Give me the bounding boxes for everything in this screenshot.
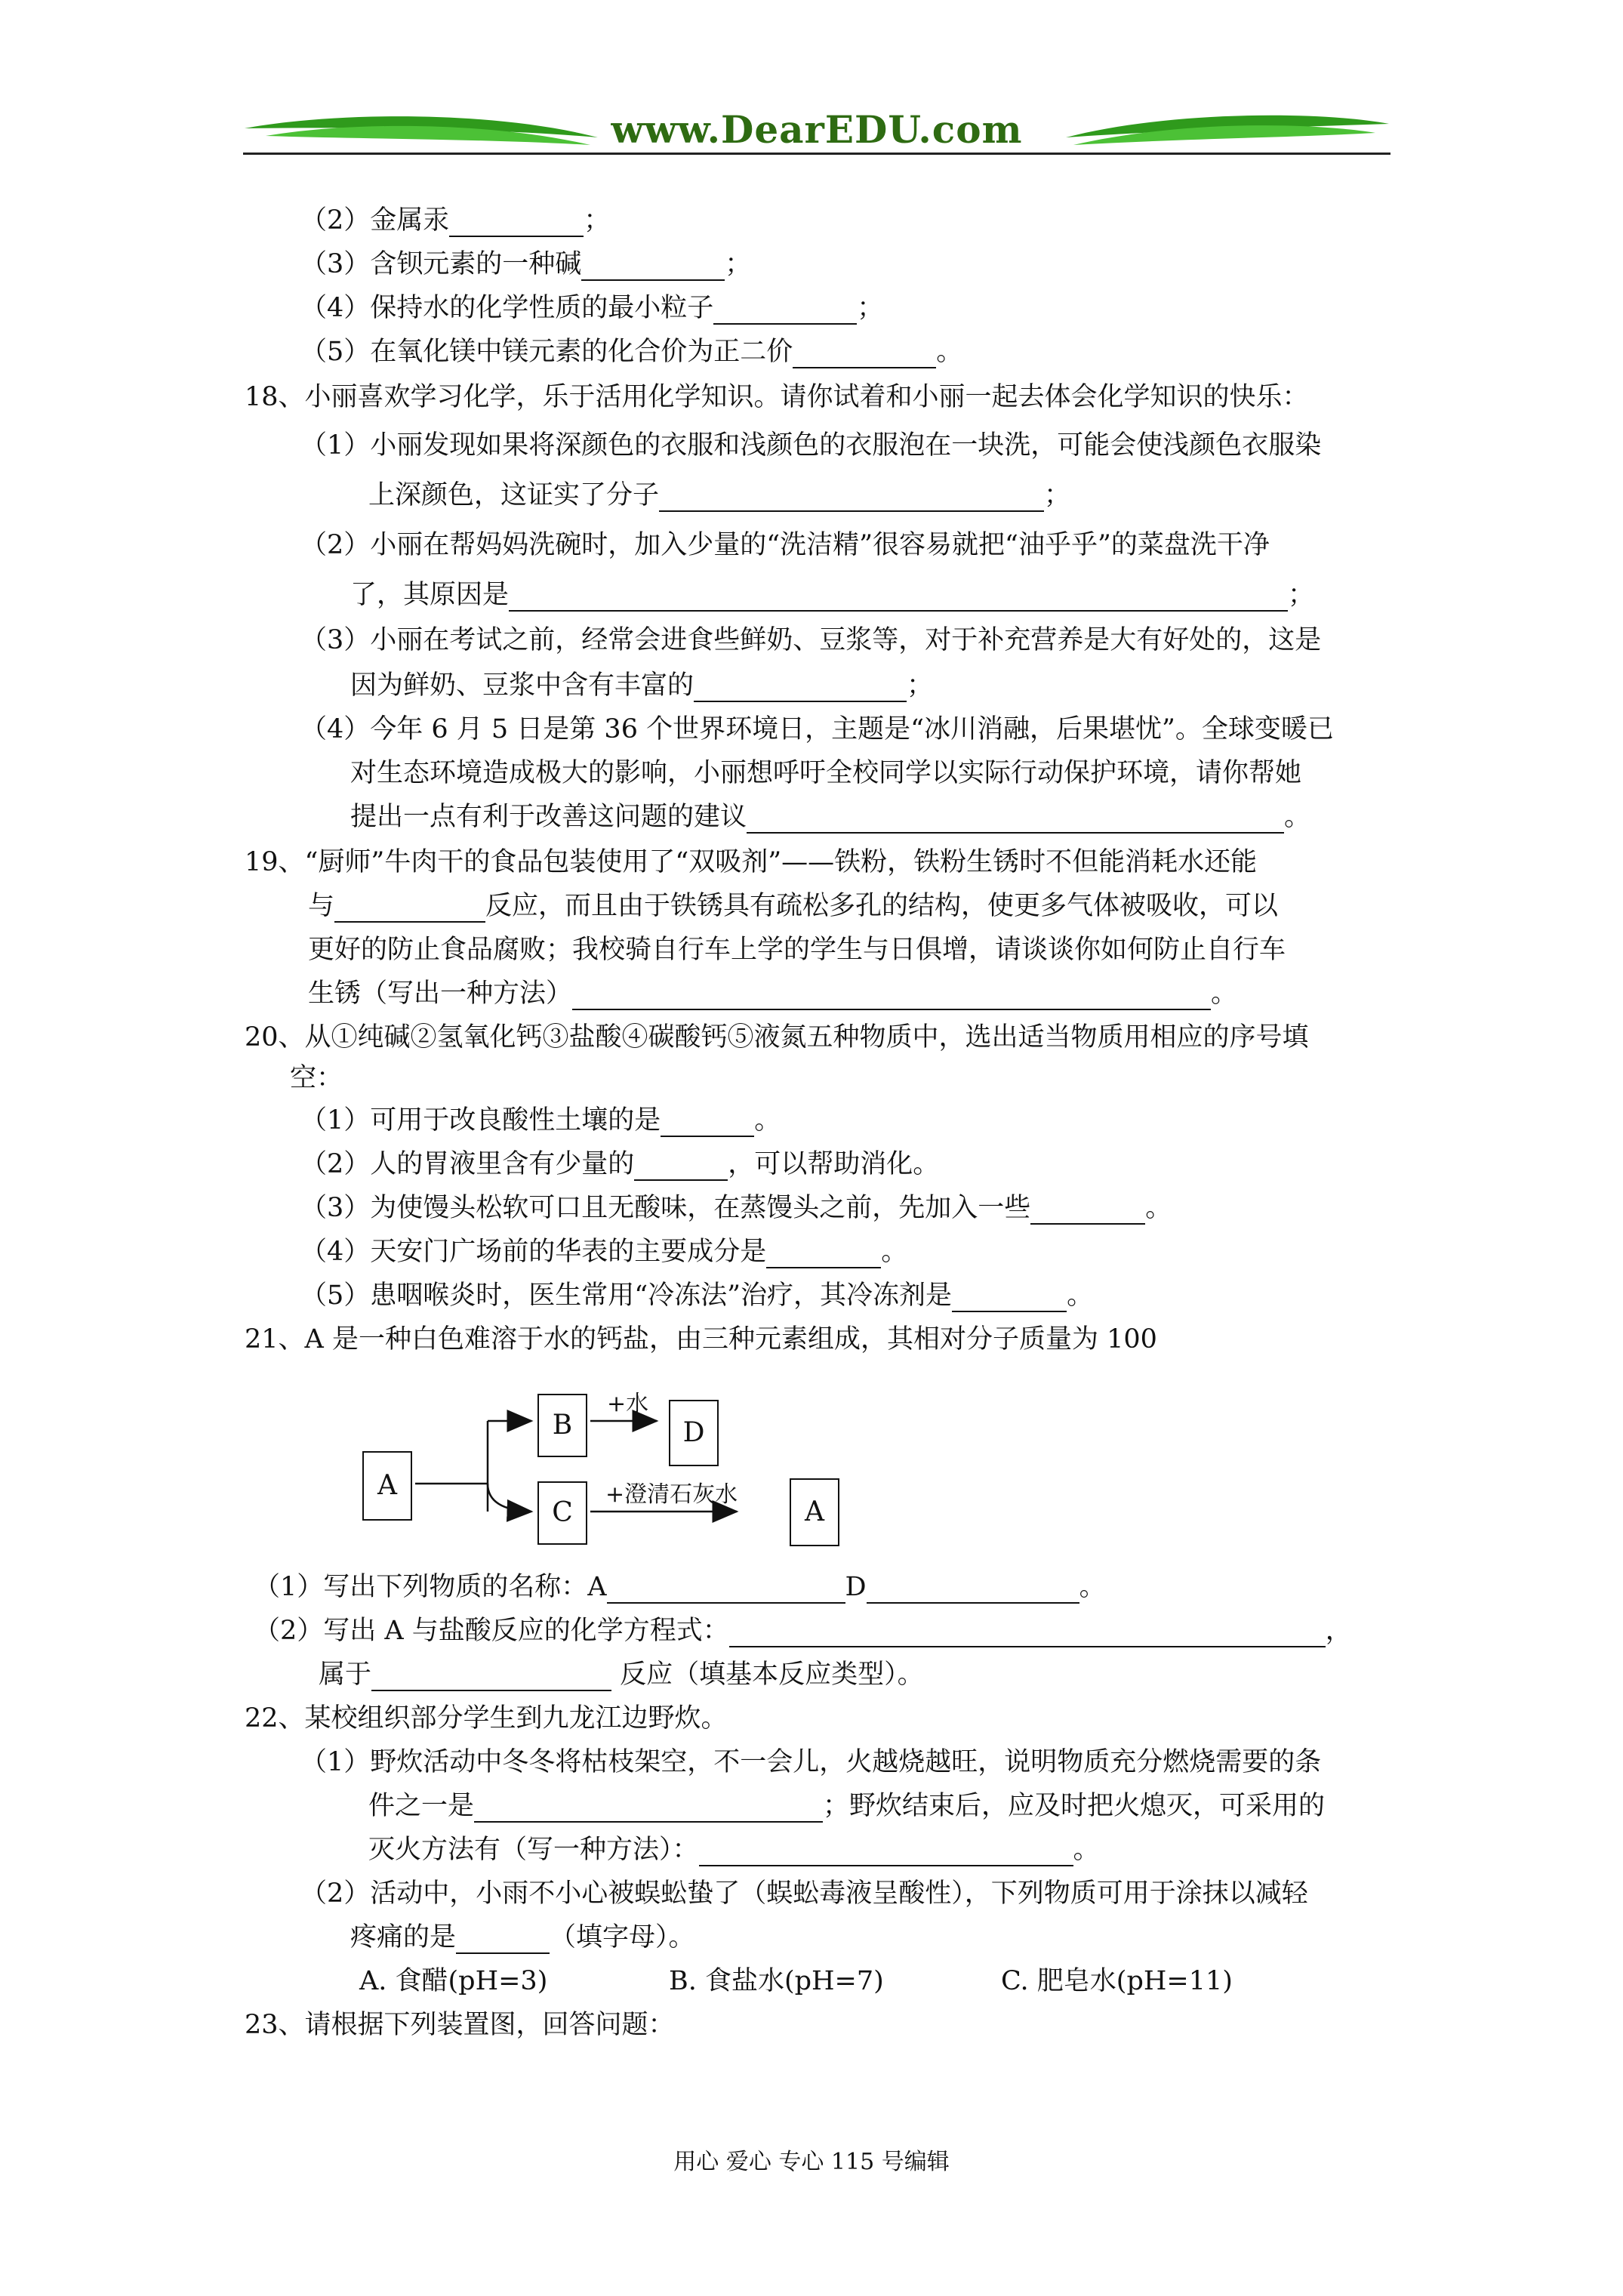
q17-item-3: （3）含钡元素的一种碱 ； bbox=[300, 249, 752, 279]
reaction-diagram bbox=[355, 1389, 853, 1563]
q20-item-4: （4）天安门广场前的华表的主要成分是 。 bbox=[300, 1237, 908, 1267]
header-rule bbox=[243, 153, 1390, 155]
q20-item-3: （3）为使馒头松软可口且无酸味，在蒸馒头之前，先加入一些 。 bbox=[300, 1193, 1172, 1223]
q22-part1-line2: 件之一是 ；野炊结束后，应及时把火熄灭，可采用的 bbox=[368, 1791, 1326, 1821]
page-footer: 用心 爱心 专心 115 号编辑 bbox=[673, 2149, 950, 2175]
q18-part1-line2: 上深颜色，这证实了分子 ； bbox=[368, 480, 1071, 510]
q17-item-5: （5）在氧化镁中镁元素的化合价为正二价 。 bbox=[300, 337, 963, 367]
q18-part2-line2: 了，其原因是 ； bbox=[350, 580, 1315, 610]
q22-part2-line1: （2）活动中，小雨不小心被蜈蚣蛰了（蜈蚣毒液呈酸性），下列物质可用于涂抹以减轻 bbox=[300, 1878, 1308, 1909]
q18-part3-line2: 因为鲜奶、豆浆中含有丰富的 ； bbox=[350, 670, 934, 701]
q21-part2-type: 属于 反应（填基本反应类型）。 bbox=[319, 1660, 924, 1690]
q21-part1: （1）写出下列物质的名称：A D 。 bbox=[254, 1572, 1106, 1602]
q20-line2: 空： bbox=[290, 1063, 343, 1093]
q20-item-1: （1）可用于改良酸性土壤的是 。 bbox=[300, 1105, 781, 1136]
q20-line1: 20、从①纯碱②氢氧化钙③盐酸④碳酸钙⑤液氮五种物质中，选出适当物质用相应的序号填 bbox=[245, 1022, 1309, 1052]
label-add-water: +水 bbox=[607, 1391, 649, 1417]
q18-part2-line1: （2）小丽在帮妈妈洗碗时，加入少量的“洗洁精”很容易就把“油乎乎”的菜盘洗干净 bbox=[300, 530, 1270, 560]
q22-part2-line2: 疼痛的是 （填字母）。 bbox=[350, 1922, 695, 1952]
node-c: C bbox=[537, 1481, 587, 1545]
q18-part4-line2: 对生态环境造成极大的影响，小丽想呼吁全校同学以实际行动保护环境，请你帮她 bbox=[350, 758, 1302, 788]
q19-line3: 更好的防止食品腐败；我校骑自行车上学的学生与日俱增，请谈谈你如何防止自行车 bbox=[308, 935, 1286, 965]
option-a: A. 食醋(pH=3) bbox=[359, 1966, 548, 1996]
q20-item-5: （5）患咽喉炎时，医生常用“冷冻法”治疗，其冷冻剂是 。 bbox=[300, 1281, 1094, 1311]
header-banner bbox=[243, 106, 1390, 166]
option-b: B. 食盐水(pH=7) bbox=[669, 1966, 884, 1996]
q18-part1-line1: （1）小丽发现如果将深颜色的衣服和浅颜色的衣服泡在一块洗，可能会使浅颜色衣服染 bbox=[300, 430, 1322, 461]
q20-item-2: （2）人的胃液里含有少量的 ，可以帮助消化。 bbox=[300, 1149, 940, 1179]
q19-line2: 与 反应，而且由于铁锈具有疏松多孔的结构，使更多气体被吸收，可以 bbox=[308, 891, 1279, 921]
q18-part4-line1: （4）今年 6 月 5 日是第 36 个世界环境日，主题是“冰川消融，后果堪忧”。全球变暖已 bbox=[300, 714, 1334, 744]
q18-part4-line3: 提出一点有利于改善这问题的建议 。 bbox=[350, 802, 1311, 832]
diagram-arrows bbox=[355, 1389, 853, 1563]
q22-part1-line3: 灭火方法有（写一种方法）： 。 bbox=[368, 1835, 1100, 1865]
q22-part1-line1: （1）野炊活动中冬冬将枯枝架空，不一会儿，火越烧越旺，说明物质充分燃烧需要的条 bbox=[300, 1747, 1322, 1777]
node-a-product: A bbox=[790, 1478, 839, 1546]
q19-line4: 生锈（写出一种方法） 。 bbox=[308, 978, 1238, 1009]
q23-stem: 23、请根据下列装置图，回答问题： bbox=[245, 2010, 675, 2040]
label-add-limewater: +澄清石灰水 bbox=[605, 1481, 738, 1508]
q21-stem: 21、A 是一种白色难溶于水的钙盐，由三种元素组成，其相对分子质量为 100 bbox=[245, 1324, 1157, 1354]
q22-options bbox=[359, 1965, 1233, 1998]
q18-part3-line1: （3）小丽在考试之前，经常会进食些鲜奶、豆浆等，对于补充营养是大有好处的，这是 bbox=[300, 625, 1322, 655]
q22-stem: 22、某校组织部分学生到九龙江边野炊。 bbox=[245, 1703, 728, 1734]
q18-stem: 18、小丽喜欢学习化学，乐于活用化学知识。请你试着和小丽一起去体会化学知识的快乐： bbox=[245, 382, 1309, 412]
q17-item-4: （4）保持水的化学性质的最小粒子 ； bbox=[300, 293, 884, 323]
q19-line1: 19、“厨师”牛肉干的食品包装使用了“双吸剂”——铁粉，铁粉生锈时不但能消耗水还能 bbox=[245, 847, 1258, 877]
q17-item-2: （2）金属汞 ； bbox=[300, 205, 611, 236]
node-b: B bbox=[537, 1394, 587, 1457]
q21-part2: （2）写出 A 与盐酸反应的化学方程式： ， bbox=[254, 1616, 1352, 1646]
option-c: C. 肥皂水(pH=11) bbox=[1001, 1966, 1233, 1996]
node-a: A bbox=[362, 1451, 412, 1521]
site-brand: www.DearEDU.com bbox=[611, 107, 1023, 152]
node-d: D bbox=[669, 1400, 719, 1466]
